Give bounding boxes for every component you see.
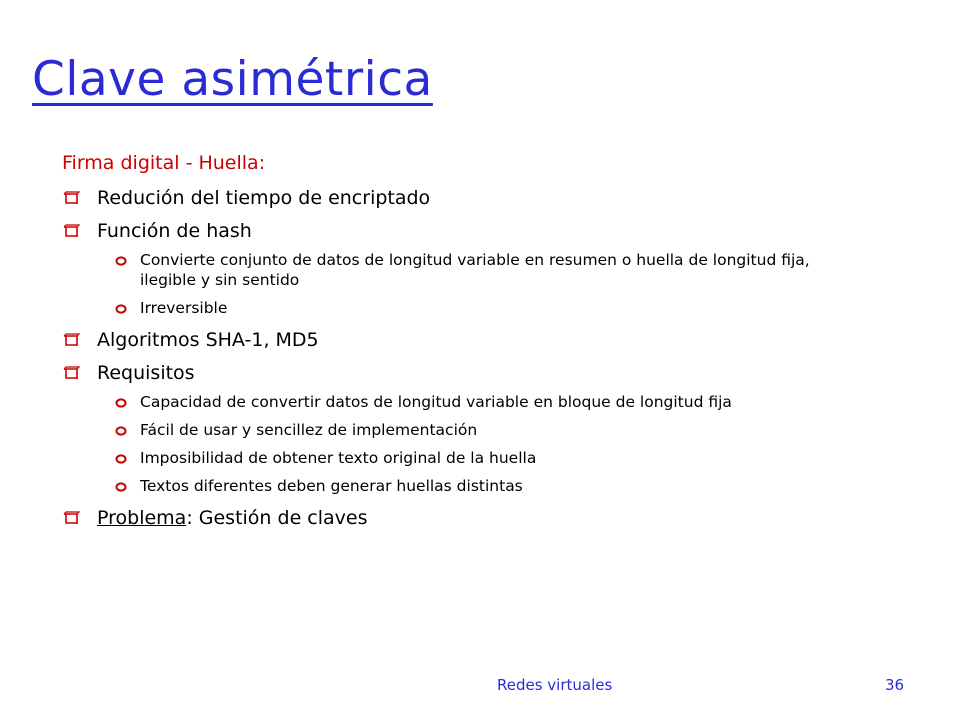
open-box-bullet-icon xyxy=(62,333,80,347)
bullet-text: : Gestión de claves xyxy=(186,507,368,529)
ring-bullet-icon xyxy=(115,454,127,464)
bullet-text: Requisitos xyxy=(97,362,195,384)
sub-bullet-text: Imposibilidad de obtener texto original de la huella xyxy=(140,449,537,467)
bullet-text: Algoritmos SHA-1, MD5 xyxy=(97,329,319,351)
slide-title: Clave asimétrica xyxy=(32,52,433,107)
sub-bullet-text: Fácil de usar y sencillez de implementación xyxy=(140,421,478,439)
open-box-bullet-icon xyxy=(62,366,80,380)
ring-bullet-icon xyxy=(115,398,127,408)
intro-heading: Firma digital - Huella: xyxy=(62,152,266,174)
ring-bullet-icon xyxy=(115,482,127,492)
open-box-bullet-icon xyxy=(62,224,80,238)
bullet-item xyxy=(62,506,862,530)
bullet-list xyxy=(62,186,862,539)
open-box-bullet-icon xyxy=(62,191,80,205)
bullet-item xyxy=(62,219,862,243)
footer-title: Redes virtuales xyxy=(497,676,613,694)
sub-bullet-text: Convierte conjunto de datos de longitud variable en resumen o huella de longitud fija, ilegible y sin sentido xyxy=(140,251,810,289)
sub-bullet-item xyxy=(62,298,862,318)
bullet-text: Función de hash xyxy=(97,220,252,242)
page-number: 36 xyxy=(885,676,905,694)
open-box-bullet-icon xyxy=(62,511,80,525)
sub-bullet-item xyxy=(62,250,862,290)
ring-bullet-icon xyxy=(115,256,127,266)
sub-bullet-item xyxy=(62,420,862,440)
sub-bullet-text: Textos diferentes deben generar huellas distintas xyxy=(140,477,523,495)
sub-bullet-text: Irreversible xyxy=(140,299,228,317)
sub-bullet-item xyxy=(62,448,862,468)
sub-bullet-item xyxy=(62,392,862,412)
bullet-item xyxy=(62,186,862,210)
bullet-item xyxy=(62,328,862,352)
bullet-item xyxy=(62,361,862,385)
ring-bullet-icon xyxy=(115,304,127,314)
problem-label: Problema xyxy=(97,507,187,529)
bullet-text: Redución del tiempo de encriptado xyxy=(97,187,431,209)
sub-bullet-item xyxy=(62,476,862,496)
sub-bullet-text: Capacidad de convertir datos de longitud variable en bloque de longitud fija xyxy=(140,393,732,411)
ring-bullet-icon xyxy=(115,426,127,436)
